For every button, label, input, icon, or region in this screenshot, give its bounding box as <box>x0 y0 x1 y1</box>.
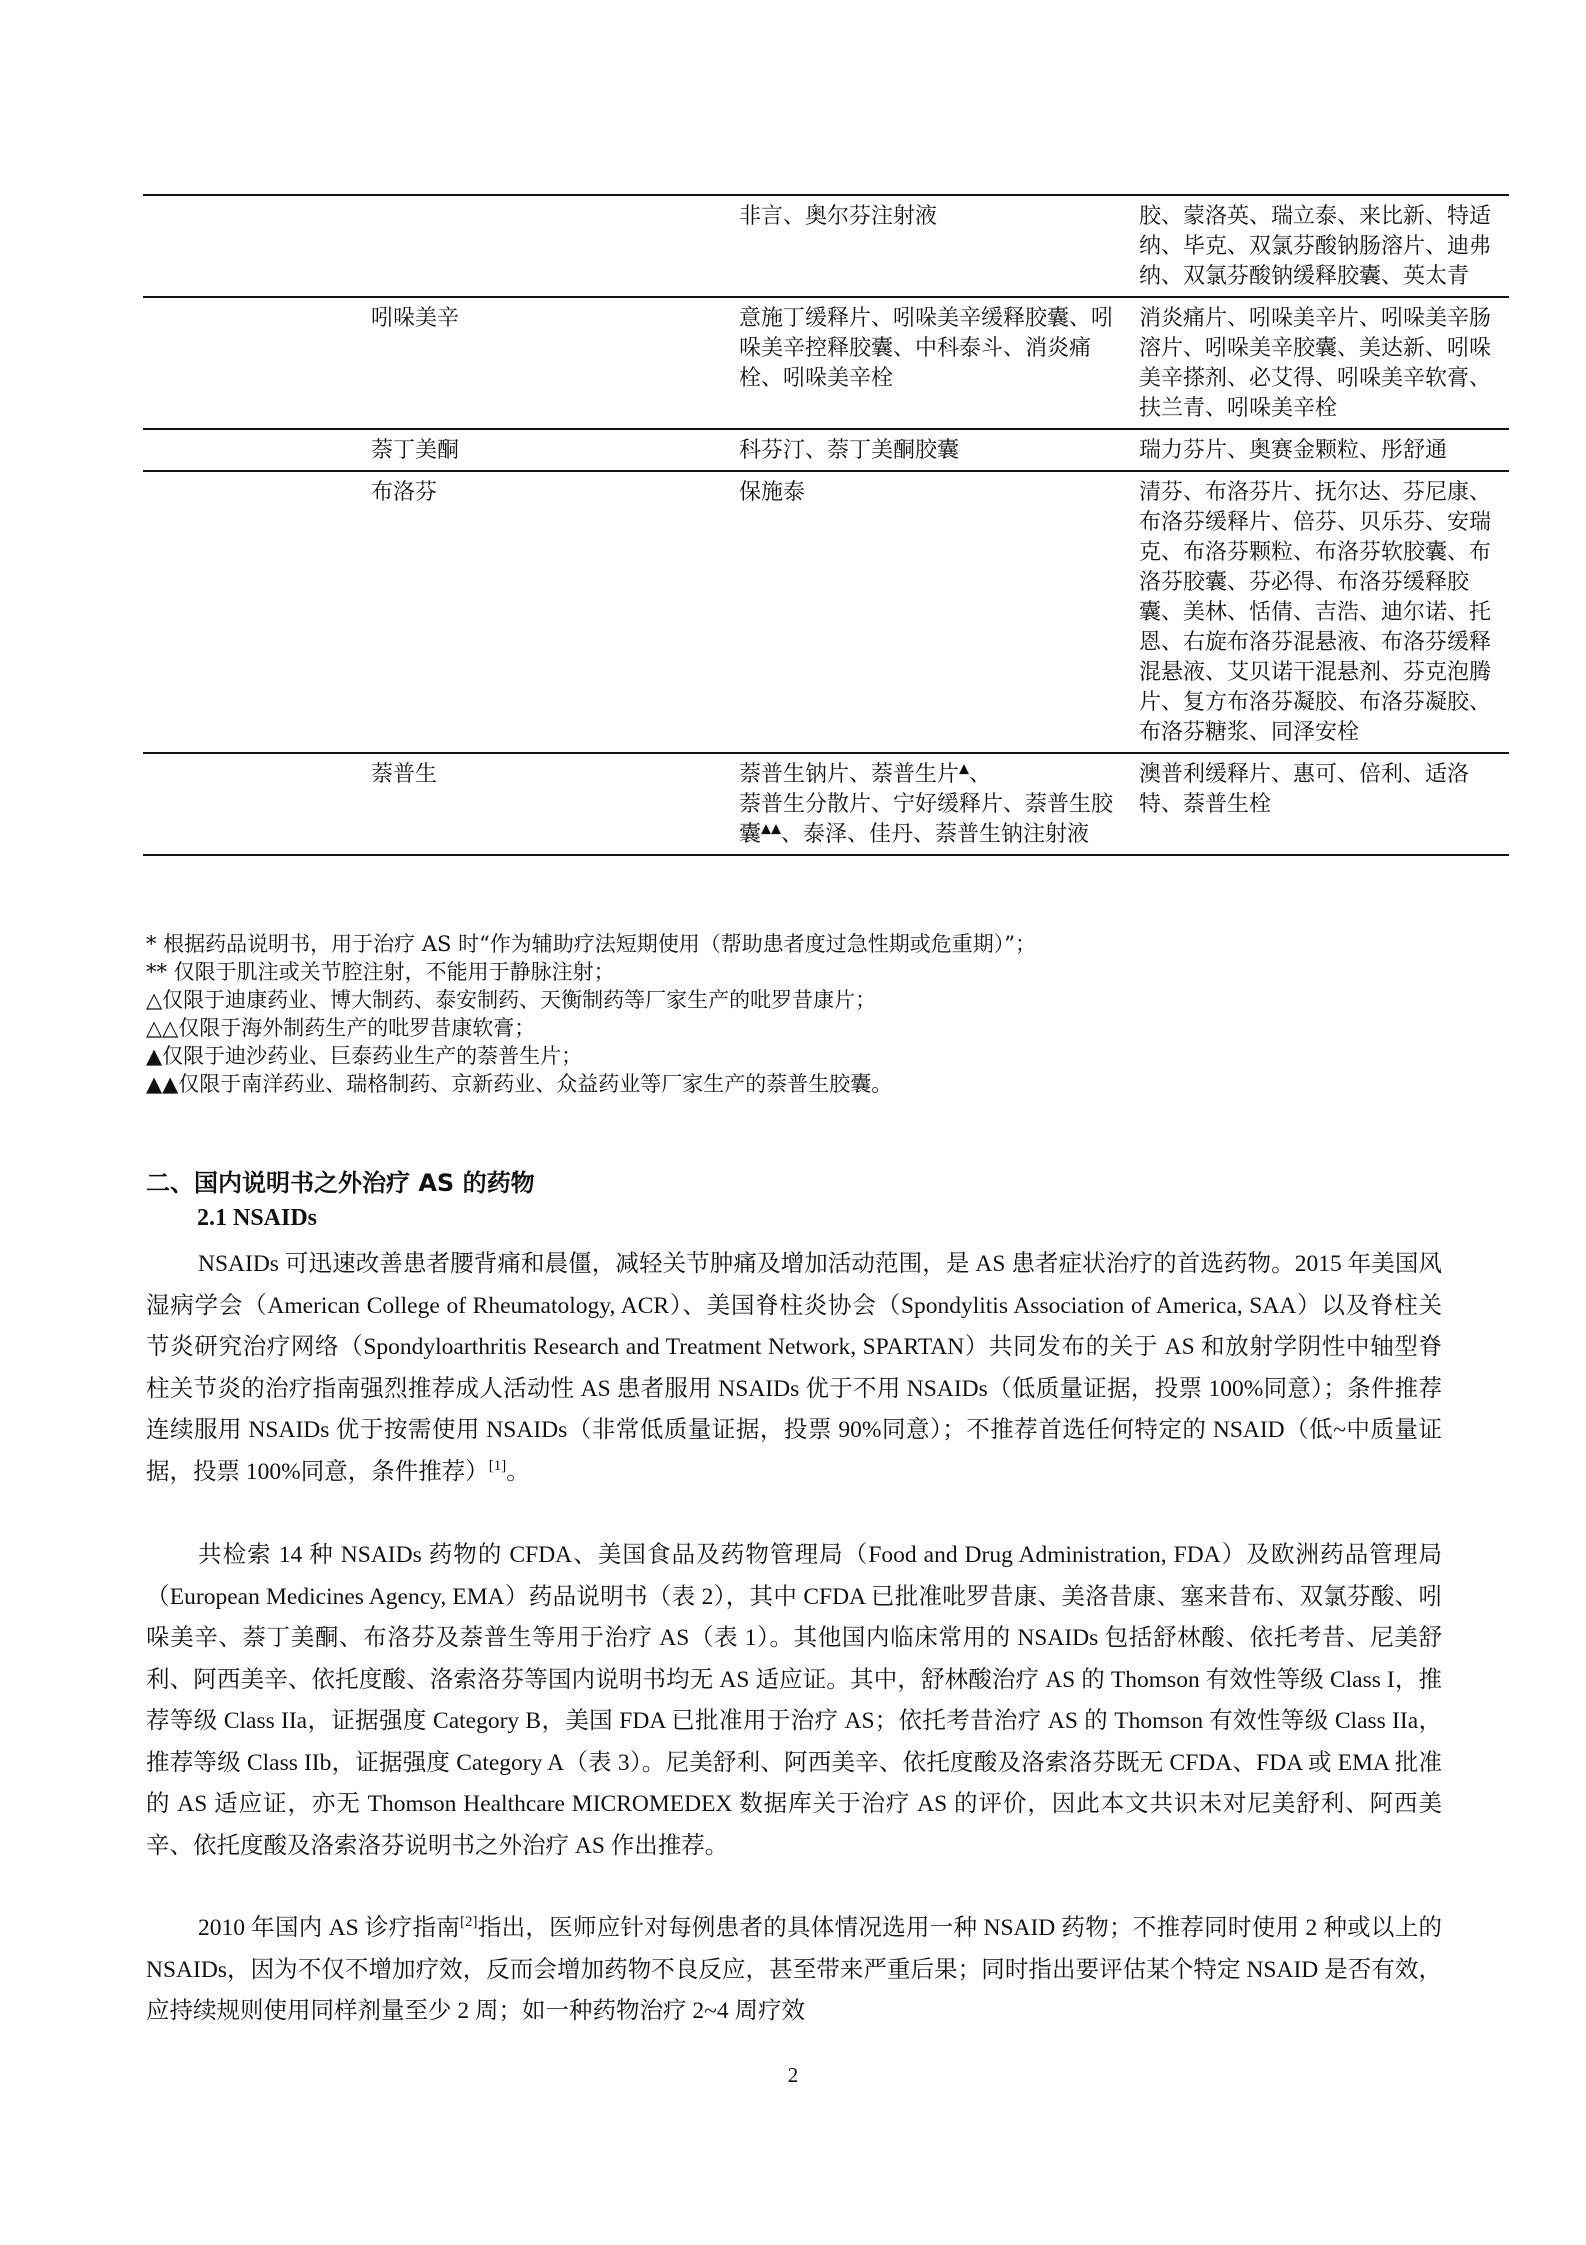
domestic-products-cell <box>739 753 1139 855</box>
domestic-products-cell: 意施丁缓释片、吲哚美辛缓释胶囊、吲哚美辛控释胶囊、中科泰斗、消炎痛栓、吲哚美辛栓 <box>739 306 1114 391</box>
other-products-cell: 消炎痛片、吲哚美辛片、吲哚美辛肠溶片、吲哚美辛胶囊、美达新、吲哚美辛搽剂、必艾得、吲哚美辛软膏、扶兰青、吲哚美辛栓 <box>1139 306 1492 421</box>
footnote: △△仅限于海外制药生产的吡罗昔康软膏； <box>146 1016 536 1040</box>
table-row <box>143 471 1509 753</box>
subsection-heading: 2.1 NSAIDs <box>197 1205 318 1231</box>
other-products-cell: 澳普利缓释片、惠可、倍利、适洛特、萘普生栓 <box>1139 762 1470 817</box>
table-footnotes <box>146 930 1476 1098</box>
footnote: △仅限于迪康药业、博大制药、泰安制药、天衡制药等厂家生产的吡罗昔康片； <box>146 988 877 1012</box>
page-number: 2 <box>787 2063 799 2087</box>
paragraph: 2010 年国内 AS 诊疗指南[2]指出，医师应针对每例患者的具体情况选用一种 NSAID 药物；不推荐同时使用 2 种或以上的 NSAIDs，因为不仅不增加疗效，反而会增加药物不良反应，甚至带来严重后果；同时指出要评估某个特定 NSAID 是否有效，应持续规则使用同样剂量至少 2 周；如一种药物治疗 2~4 周疗效 <box>146 1914 1443 2024</box>
table-row <box>143 297 1509 429</box>
other-products-cell: 胶、蒙洛英、瑞立泰、来比新、特适纳、毕克、双氯芬酸钠肠溶片、迪弗纳、双氯芬酸钠缓释胶囊、英太青 <box>1139 204 1492 289</box>
domestic-products-cell: 保施泰 <box>739 480 806 505</box>
drug-name-cell: 布洛芬 <box>371 480 438 505</box>
footnote: ▲仅限于迪沙药业、巨泰药业生产的萘普生片； <box>146 1044 583 1068</box>
table-row <box>143 753 1509 855</box>
drug-name-cell <box>371 195 739 297</box>
footnote: * 根据药品说明书，用于治疗 AS 时“作为辅助疗法短期使用（帮助患者度过急性期或危重期）”； <box>146 932 1037 956</box>
paragraph: 共检索 14 种 NSAIDs 药物的 CFDA、美国食品及药物管理局（Food and Drug Administration, FDA）及欧洲药品管理局（European Medicines Agency, EMA）药品说明书（表 2），其中 CFDA 已批准吡罗昔康、美洛昔康、塞来昔布、双氯芬酸、吲哚美辛、萘丁美酮、布洛芬及萘普生等用于治疗 AS（表 1）。其他国内临床常用的 NSAIDs 包括舒林酸、依托考昔、尼美舒利、阿西美辛、依托度酸、洛索洛芬等国内说明书均无 AS 适应证。其中，舒林酸治疗 AS 的 Thomson 有效性等级 Class I，推荐等级 Class IIa，证据强度 Category B，美国 FDA 已批准用于治疗 AS；依托考昔治疗 AS 的 Thomson 有效性等级 Class IIa，推荐等级 Class IIb，证据强度 Category A（表 3）。尼美舒利、阿西美辛、依托度酸及洛索洛芬既无 CFDA、FDA 或 EMA 批准的 AS 适应证，亦无 Thomson Healthcare MICROMEDEX 数据库关于治疗 AS 的评价，因此本文共识未对尼美舒利、阿西美辛、依托度酸及洛索洛芬说明书之外治疗 AS 作出推荐。 <box>146 1542 1442 1859</box>
citation-ref: [2] <box>460 1914 478 1931</box>
superscript-mark: ▲ <box>959 761 970 777</box>
footnote: ** 仅限于肌注或关节腔注射，不能用于静脉注射； <box>146 960 615 984</box>
domestic-products-cell: 非言、奥尔芬注射液 <box>739 204 938 229</box>
table-row <box>143 195 1509 297</box>
drug-table <box>143 194 1509 856</box>
other-products-cell: 瑞力芬片、奥赛金颗粒、彤舒通 <box>1139 438 1448 463</box>
footnote: ▲▲仅限于南洋药业、瑞格制药、京新药业、众益药业等厂家生产的萘普生胶囊。 <box>146 1072 893 1096</box>
product-line: 萘普生分散片、宁好缓释片、萘普生胶囊▲▲、泰泽、佳丹、萘普生钠注射液 <box>739 792 1114 847</box>
paragraph: NSAIDs 可迅速改善患者腰背痛和晨僵，减轻关节肿痛及增加活动范围，是 AS 患者症状治疗的首选药物。2015 年美国风湿病学会（American College of Rheumatology, ACR）、美国脊柱炎协会（Spondylitis Association of America, SAA）以及脊柱关节炎研究治疗网络（Spondyloarthritis Research and Treatment Network, SPARTAN）共同发布的关于 AS 和放射学阴性中轴型脊柱关节炎的治疗指南强烈推荐成人活动性 AS 患者服用 NSAIDs 优于不用 NSAIDs（低质量证据，投票 100%同意）；条件推荐连续服用 NSAIDs 优于按需使用 NSAIDs（非常低质量证据，投票 90%同意）；不推荐首选任何特定的 NSAID（低~中质量证据，投票 100%同意，条件推荐）[1]。 <box>146 1251 1442 1485</box>
section-heading: 二、国内说明书之外治疗 AS 的药物 <box>146 1169 535 1197</box>
drug-name-cell: 吲哚美辛 <box>371 306 460 331</box>
domestic-products-cell: 科芬汀、萘丁美酮胶囊 <box>739 438 960 463</box>
drug-name-cell: 萘丁美酮 <box>371 438 460 463</box>
citation-ref: [1] <box>488 1457 507 1474</box>
superscript-mark: ▲▲ <box>761 821 782 837</box>
product-line: 萘普生钠片、萘普生片▲、 <box>739 761 992 787</box>
other-products-cell: 清芬、布洛芬片、抚尔达、芬尼康、布洛芬缓释片、倍芬、贝乐芬、安瑞克、布洛芬颗粒、布洛芬软胶囊、布洛芬胶囊、芬必得、布洛芬缓释胶囊、美林、恬倩、吉浩、迪尔诺、托恩、右旋布洛芬混悬液、布洛芬缓释混悬液、艾贝诺干混悬剂、芬克泡腾片、复方布洛芬凝胶、布洛芬凝胶、布洛芬糖浆、同泽安栓 <box>1139 480 1492 745</box>
drug-name-cell: 萘普生 <box>371 762 438 787</box>
table-row <box>143 429 1509 471</box>
